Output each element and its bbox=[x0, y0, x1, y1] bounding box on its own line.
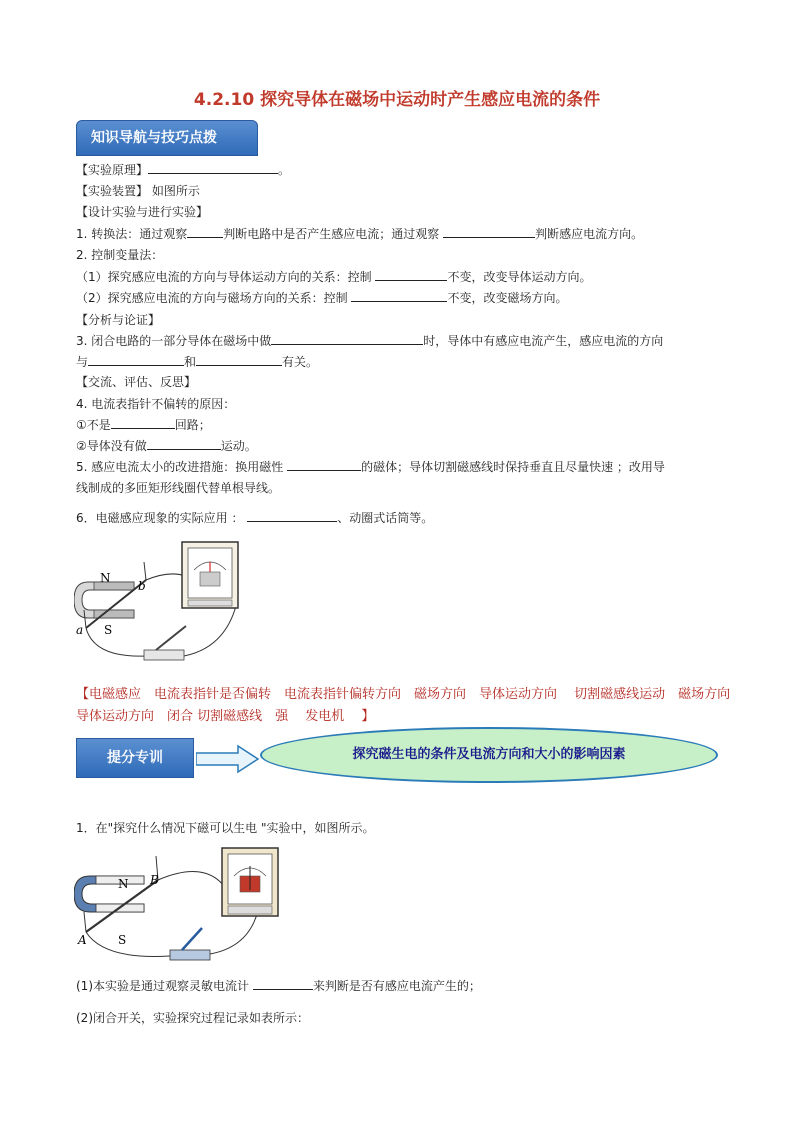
line-text: 1. 转换法：通过观察 bbox=[76, 227, 188, 241]
fill-in-blank bbox=[253, 978, 313, 990]
fill-in-blank bbox=[247, 510, 337, 522]
question-1-part-1 bbox=[76, 978, 481, 994]
knowledge-line bbox=[76, 333, 663, 349]
knowledge-line bbox=[76, 396, 235, 412]
fill-in-blank bbox=[375, 269, 447, 281]
answer-key: 【电磁感应 电流表指针是否偏转 电流表指针偏转方向 磁场方向 导体运动方向 切割磁感线运动 磁场方向 导体运动方向 闭合 切割磁感线 强 发电机 】 bbox=[76, 687, 748, 724]
fill-in-blank bbox=[187, 226, 223, 238]
knowledge-line bbox=[76, 312, 160, 328]
fill-in-blank bbox=[111, 417, 175, 429]
knowledge-line bbox=[76, 247, 163, 263]
knowledge-line bbox=[76, 269, 591, 285]
knowledge-line bbox=[76, 510, 433, 526]
figure2-label-s: S bbox=[118, 933, 127, 947]
knowledge-line bbox=[76, 480, 280, 496]
knowledge-line bbox=[76, 459, 665, 475]
line-text: 【实验原理】 bbox=[76, 163, 149, 177]
question-1-intro: 1．在"探究什么情况下磁可以生电 "实验中，如图所示。 bbox=[76, 821, 375, 835]
line-text: 线制成的多匝矩形线圈代替单根导线。 bbox=[76, 481, 281, 495]
fill-in-blank bbox=[147, 438, 221, 450]
figure2-label-b: B bbox=[150, 873, 159, 887]
figure1-label-s: S bbox=[104, 623, 113, 637]
line-text: 2. 控制变量法： bbox=[76, 248, 164, 262]
galvanometer-figure-1 bbox=[180, 540, 240, 612]
fill-in-blank bbox=[351, 290, 447, 302]
question-1-part-2: (2)闭合开关，实验探究过程记录如表所示： bbox=[76, 1011, 309, 1025]
topic-oval-text: 探究磁生电的条件及电流方向和大小的影响因素 bbox=[352, 747, 626, 762]
section-banner-training-label: 提分专训 bbox=[107, 750, 163, 766]
knowledge-line bbox=[76, 374, 196, 390]
line-text: 有关。 bbox=[282, 355, 319, 369]
figure1-label-a: a bbox=[76, 623, 84, 637]
knowledge-line bbox=[76, 417, 211, 433]
line-text: 不变，改变磁场方向。 bbox=[447, 291, 568, 305]
line-text: 的磁体；导体切割磁感线时保持垂直且尽量快速 ；改用导 bbox=[361, 460, 665, 474]
fill-in-blank bbox=[443, 226, 535, 238]
figure2-label-n: N bbox=[118, 877, 129, 891]
topic-oval bbox=[260, 727, 718, 783]
galvanometer-figure-2 bbox=[220, 846, 280, 920]
line-text: 判断电路中是否产生感应电流；通过观察 bbox=[223, 227, 444, 241]
line-text: 【设计实验与进行实验】 bbox=[76, 205, 209, 219]
line-text: 时，导体中有感应电流产生，感应电流的方向 bbox=[423, 334, 664, 348]
knowledge-line bbox=[76, 204, 208, 220]
line-text: 。 bbox=[278, 163, 291, 177]
line-text: 和 bbox=[184, 355, 197, 369]
knowledge-line bbox=[76, 226, 643, 242]
fill-in-blank bbox=[196, 354, 282, 366]
section-banner-training bbox=[76, 738, 194, 778]
knowledge-line bbox=[76, 290, 567, 306]
figure2-label-a: A bbox=[78, 933, 87, 947]
line-text: 回路； bbox=[174, 418, 211, 432]
line-text: 来判断是否有感应电流产生的； bbox=[312, 979, 481, 993]
figure1-label-n: N bbox=[100, 571, 111, 585]
line-text: 5. 感应电流太小的改进措施：换用磁性 bbox=[76, 460, 288, 474]
page-title: 4.2.10 探究导体在磁场中运动时产生感应电流的条件 bbox=[193, 90, 601, 110]
section-banner-knowledge bbox=[76, 120, 258, 156]
arrow-icon bbox=[196, 744, 260, 774]
line-text: (1)本实验是通过观察灵敏电流计 bbox=[76, 979, 253, 993]
line-text: 4. 电流表指针不偏转的原因： bbox=[76, 397, 236, 411]
figure1-label-b: b bbox=[138, 579, 146, 593]
knowledge-line bbox=[76, 162, 290, 178]
line-text: 【分析与论证】 bbox=[76, 313, 161, 327]
line-text: 【实验装置】 如图所示 bbox=[76, 184, 200, 198]
line-text: 3. 闭合电路的一部分导体在磁场中做 bbox=[76, 334, 272, 348]
line-text: ②导体没有做 bbox=[76, 439, 147, 453]
line-text: （2）探究感应电流的方向与磁场方向的关系：控制 bbox=[76, 291, 352, 305]
line-text: （1）探究感应电流的方向与导体运动方向的关系：控制 bbox=[76, 270, 376, 284]
line-text: 判断感应电流方向。 bbox=[535, 227, 644, 241]
fill-in-blank bbox=[148, 162, 278, 174]
knowledge-line bbox=[76, 354, 318, 370]
line-text: 不变，改变导体运动方向。 bbox=[447, 270, 592, 284]
knowledge-line bbox=[76, 438, 257, 454]
fill-in-blank bbox=[287, 459, 361, 471]
line-text: 【交流、评估、反思】 bbox=[76, 375, 197, 389]
line-text: 与 bbox=[76, 355, 89, 369]
line-text: 、动圈式话筒等。 bbox=[337, 511, 434, 525]
line-text: 运动。 bbox=[220, 439, 257, 453]
knowledge-line bbox=[76, 183, 200, 199]
section-banner-label: 知识导航与技巧点拨 bbox=[91, 130, 217, 146]
line-text: 6．电磁感应现象的实际应用 ： bbox=[76, 511, 248, 525]
fill-in-blank bbox=[88, 354, 184, 366]
fill-in-blank bbox=[271, 333, 423, 345]
line-text: ①不是 bbox=[76, 418, 111, 432]
